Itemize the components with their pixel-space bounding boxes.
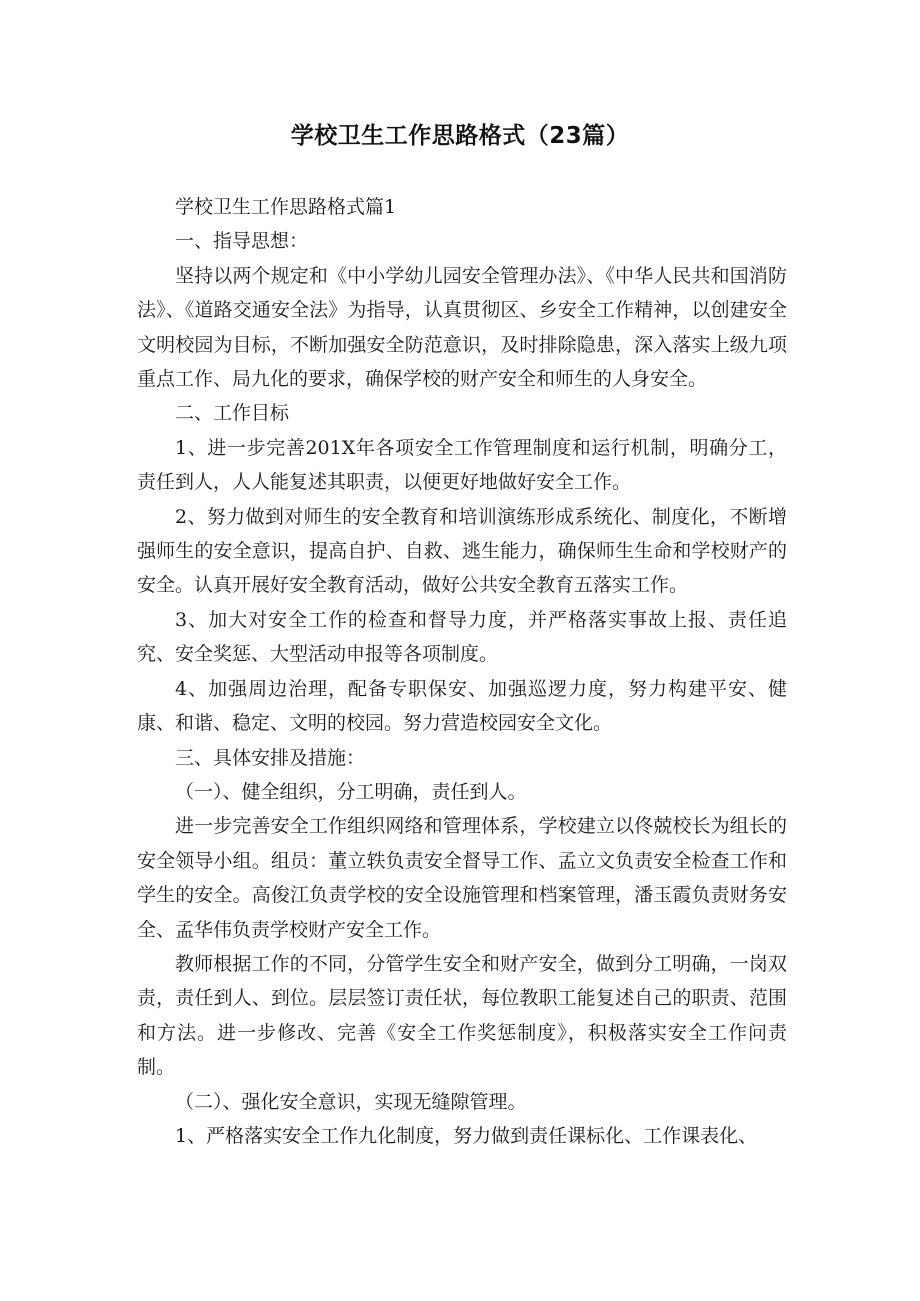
paragraph: 进一步完善安全工作组织网络和管理体系，学校建立以佟兢校长为组长的安全领导小组。组员：董立轶负责安全督导工作、孟立文负责安全检查工作和学生的安全。高俊江负责学校的安全设施管理和档案管理，潘玉霞负责财务安全、孟华伟负责学校财产安全工作。	[137, 815, 787, 941]
paragraph: 3、加大对安全工作的检查和督导力度，并严格落实事故上报、责任追究、安全奖惩、大型活动申报等各项制度。	[137, 608, 787, 666]
subheading-safety-awareness: （二）、强化安全意识，实现无缝隙管理。	[175, 1090, 527, 1113]
paragraph: 1、严格落实安全工作九化制度，努力做到责任课标化、工作课表化、	[175, 1124, 758, 1147]
document-title: 学校卫生工作思路格式（23篇）	[290, 123, 630, 149]
paragraph: 4、加强周边治理，配备专职保安、加强巡逻力度，努力构建平安、健康、和谐、稳定、文明的校园。努力营造校园安全文化。	[137, 677, 787, 735]
subheading-arrangements: 三、具体安排及措施：	[175, 746, 366, 769]
paragraph: 2、努力做到对师生的安全教育和培训演练形成系统化、制度化，不断增强师生的安全意识，提高自护、自救、逃生能力，确保师生生命和学校财产的安全。认真开展好安全教育活动，做好公共安全教育五落实工作。	[137, 505, 787, 597]
subheading-work-goals: 二、工作目标	[175, 402, 290, 425]
subheading-organization: （一）、健全组织，分工明确，责任到人。	[175, 780, 527, 803]
section-heading: 学校卫生工作思路格式篇1	[175, 196, 397, 218]
document-body	[137, 190, 787, 1153]
paragraph: 教师根据工作的不同，分管学生安全和财产安全，做到分工明确，一岗双责，责任到人、到位。层层签订责任状，每位教职工能复述自己的职责、范围和方法。进一步修改、完善《安全工作奖惩制度》，积极落实安全工作问责制。	[137, 952, 787, 1079]
paragraph: 1、进一步完善201X年各项安全工作管理制度和运行机制，明确分工，责任到人，人人能复述其职责，以便更好地做好安全工作。	[137, 436, 787, 494]
paragraph: 坚持以两个规定和《中小学幼儿园安全管理办法》、《中华人民共和国消防法》、《道路交通安全法》为指导，认真贯彻区、乡安全工作精神，以创建安全文明校园为目标，不断加强安全防范意识，及时排除隐患，深入落实上级九项重点工作、局九化的要求，确保学校的财产安全和师生的人身安全。	[137, 264, 787, 391]
subheading-guiding-thought: 一、指导思想：	[175, 230, 309, 253]
